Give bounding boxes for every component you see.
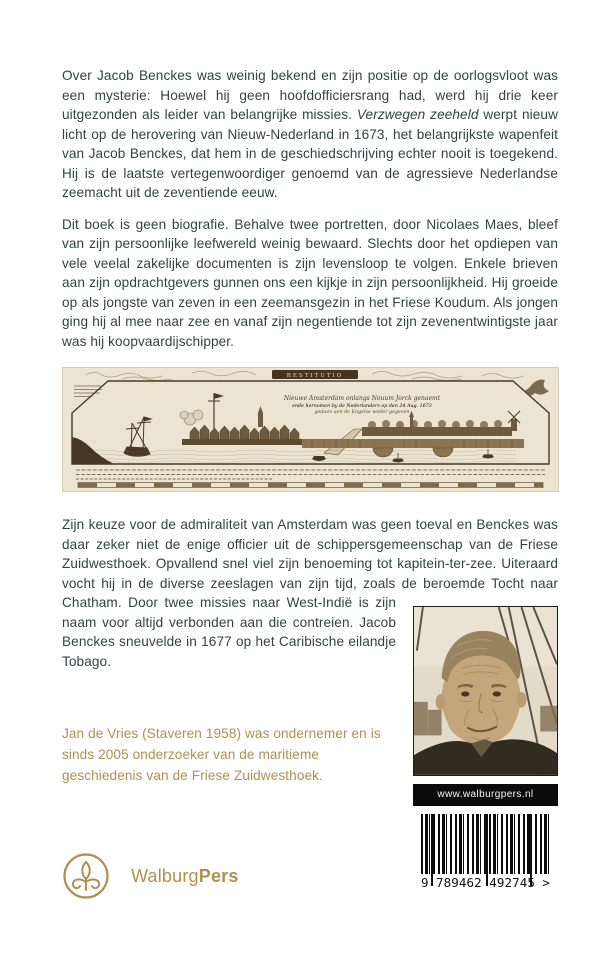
cartouche-label: RESTITUTIO	[286, 373, 344, 379]
isbn-digits	[421, 874, 550, 892]
website-label: www.walburgpers.nl	[437, 789, 534, 801]
ean-barcode	[413, 806, 558, 896]
side-column	[413, 606, 558, 896]
publisher-logo-row	[62, 852, 396, 900]
paragraph-intro-text: Over Jacob Benckes was weinig bekend en zijn positie op de oorlogsvloot was een mysterie: Hoewel hij geen hoofdofficiersrang had, werd hij drie keer uitgezonden als leider van belangrijke missies.	[62, 68, 558, 122]
isbn-group2: 492745	[489, 874, 535, 890]
book-title-italic: Verzwegen zeeheld	[356, 107, 479, 122]
publisher-name-regular: Walburg	[131, 865, 199, 886]
publisher-website	[413, 784, 558, 806]
publisher-name-bold: Pers	[198, 865, 239, 886]
barcode-block	[413, 784, 558, 896]
engraving-new-amsterdam	[62, 367, 559, 492]
paragraph-intro	[62, 0, 558, 203]
paragraph-intro-rest: werpt nieuw licht op de herovering van Nieuw-Nederland in 1673, het belangrijkste wapenfeit van Jacob Benckes, dat hem in de geschiedschrijving echter nooit is toegekend. Hij is de laatste vertegenwoordiger genoemd van de agressieve Nederlandse zeemacht uit de zeventiende eeuw.	[62, 107, 558, 200]
author-bio: Jan de Vries (Staveren 1958) was ondernemer en is sinds 2005 onderzoeker van de maritieme geschiedenis van de Friese Zuidwesthoek.	[62, 726, 381, 783]
engraving-title-line1: Nieuwe Amsterdam onlangs Nouum Jorck genaemt	[283, 395, 441, 402]
engraving-title-line3: gedaen aen de Engelse weder gegeven	[314, 410, 410, 415]
paragraph-admiraliteit-text: Zijn keuze voor de admiraliteit van Amsterdam was geen toeval en Benckes was daar zeker niet de enige officier uit de schippersgemeenschap van de Friese Zuidwesthoek. Opvallend snel viel zijn benoeming tot kapitein-ter-zee. Uiteraard vocht hij in de diverse zeeslagen van zijn tijd, zoals de beroemde Tocht naar Chatham. Door twee missies naar West-Indië is zijn naam voor altijd verbonden aan die contreien. Jacob Benckes sneuvelde in 1677 op het Caribische eilandje Tobago.	[62, 517, 558, 669]
walburgpers-logo-icon	[62, 852, 110, 900]
shore-band	[182, 439, 304, 445]
isbn-group1: 789462	[436, 874, 482, 890]
engraving-title-line2: ende hernomen by de Nederlanders op den 24 Aug. 1673	[292, 404, 432, 409]
barcode-end-mark: >	[542, 874, 550, 890]
publisher-name	[131, 866, 239, 887]
paragraph-biografie: Dit boek is geen biografie. Behalve twee portretten, door Nicolaes Maes, bleef van zijn persoonlijke leefwereld weinig bewaard. Slechts door het opdiepen van vele veelal zakelijke documenten is zijn levensloop te volgen. Enkele brieven aan zijn opdrachtgevers gunnen ons een kijkje in zijn persoonlijkheid. Hij groeide op als jongste van zeven in een zeemansgezin in het Friese Koudum. Als jongen ging hij al mee naar zee en vanaf zijn negentiende tot zijn zevenentwintigste jaar was hij koopvaardijschipper.	[62, 216, 558, 349]
isbn-lead-digit: 9	[421, 874, 429, 890]
author-photo	[413, 606, 558, 776]
